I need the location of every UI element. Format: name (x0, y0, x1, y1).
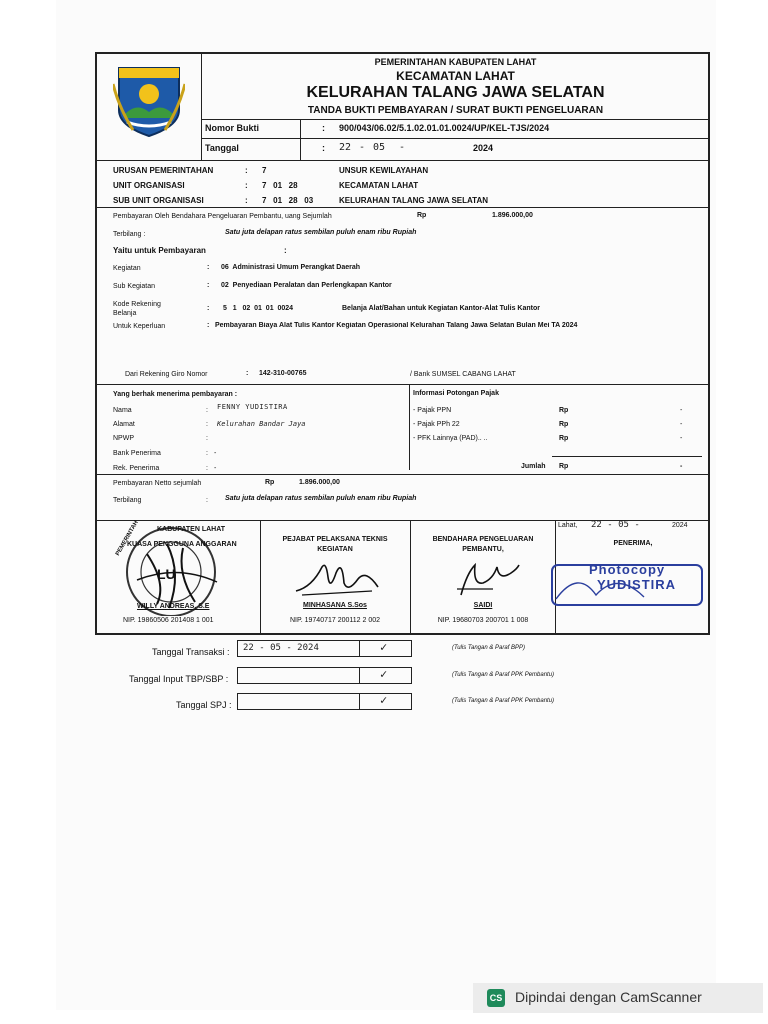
gov-line-2: KECAMATAN LAHAT (396, 69, 515, 83)
footer-mark-transaksi: ✓ (380, 640, 388, 654)
nomor-colon: : (322, 123, 325, 133)
camscanner-logo: CS (487, 989, 505, 1007)
tax-heading: Informasi Potongan Pajak (413, 390, 499, 397)
footer-mark-spj: ✓ (380, 693, 388, 707)
kegiatan-value: 06 Administrasi Umum Perangkat Daerah (221, 264, 361, 271)
footer-field-spj (237, 693, 360, 710)
alamat-colon: : (206, 421, 208, 428)
payment-amount: 1.896.000,00 (492, 212, 533, 219)
bendahara-signature (453, 559, 523, 599)
urusan-colon: : (245, 166, 248, 175)
kode-rekening-colon: : (207, 305, 210, 312)
tax-ppn-value: - (680, 407, 683, 414)
pptk-title: PEJABAT PELAKSANA TEKNIS KEGIATAN (282, 536, 388, 553)
bendahara-name: SAIDI (473, 602, 493, 609)
scanner-text: Dipindai dengan CamScanner (515, 989, 702, 1005)
kpa-title: KUASA PENGGUNA ANGGARAN (127, 541, 237, 548)
tax-ppn-label: - Pajak PPN (413, 407, 452, 414)
netto-terbilang-colon: : (206, 497, 208, 504)
sub-kegiatan-label: Sub Kegiatan (113, 283, 156, 290)
footer-label-input: Tanggal Input TBP/SBP : (129, 674, 229, 684)
netto-currency: Rp (265, 479, 275, 486)
bendahara-nip: NIP. 19680703 200701 1 008 (437, 617, 529, 624)
tax-pph-value: - (680, 421, 683, 428)
rek-penerima-value: - (214, 465, 217, 472)
unit-org-code: 7 01 28 (262, 181, 298, 190)
urusan-label: URUSAN PEMERINTAHAN (113, 166, 214, 175)
kpa-name: WILLY ANDREAS, S.E (137, 603, 210, 610)
npwp-label: NPWP (113, 435, 134, 442)
tax-pfk-label: - PFK Lainnya (PAD).. .. (413, 435, 488, 442)
tanggal-sep-1: - (359, 142, 366, 153)
seal-top-text: PEMERINTAH (115, 520, 140, 557)
payment-receipt-form (95, 52, 710, 635)
netto-label: Pembayaran Netto sejumlah (113, 480, 202, 487)
giro-number: 142-310-00765 (259, 370, 307, 377)
tax-ppn-currency: Rp (559, 407, 569, 414)
bendahara-title: BENDAHARA PENGELUARAN PEMBANTU, (432, 536, 534, 553)
footer-label-spj: Tanggal SPJ : (176, 700, 232, 710)
unit-org-name: KECAMATAN LAHAT (339, 181, 419, 190)
bank-penerima-colon: : (206, 450, 208, 457)
rek-penerima-colon: : (206, 465, 208, 472)
yaitu-label: Yaitu untuk Pembayaran (113, 246, 206, 255)
footer-note-transaksi: (Tulis Tangan & Paraf BPP) (452, 645, 526, 651)
giro-colon: : (246, 370, 249, 377)
bank-name: / Bank SUMSEL CABANG LAHAT (410, 371, 516, 378)
regency-logo (113, 64, 185, 138)
tax-pph-currency: Rp (559, 421, 569, 428)
pptk-signature (292, 557, 382, 599)
recipient-heading: Yang berhak menerima pembayaran : (113, 391, 238, 398)
sign-date-hand: 22 - 05 - (591, 520, 640, 530)
kpa-nip: NIP. 19860506 201408 1 001 (123, 617, 214, 624)
kegiatan-colon: : (207, 264, 210, 271)
sign-place: Lahat, (558, 522, 578, 529)
tax-total-currency: Rp (559, 463, 569, 470)
alamat-label: Alamat (113, 421, 135, 428)
npwp-colon: : (206, 435, 208, 442)
unit-org-label: UNIT ORGANISASI (113, 181, 185, 190)
stamp-text-2: YUDISTIRA (597, 577, 677, 592)
document-title: TANDA BUKTI PEMBAYARAN / SURAT BUKTI PENGELUARAN (307, 105, 604, 116)
keperluan-colon: : (207, 322, 210, 329)
tax-pph-label: - Pajak PPh 22 (413, 421, 460, 428)
terbilang-value: Satu juta delapan ratus sembilan puluh enam ribu Rupiah (225, 229, 417, 236)
sub-unit-colon: : (245, 196, 248, 205)
tanggal-label: Tanggal (205, 143, 239, 153)
penerima-title: PENERIMA, (613, 540, 653, 547)
nama-value: FENNY YUDISTIRA (217, 403, 288, 411)
nama-colon: : (206, 407, 208, 414)
sub-unit-label: SUB UNIT ORGANISASI (113, 196, 204, 205)
footer-field-input (237, 667, 360, 684)
nomor-value: 900/043/06.02/5.1.02.01.01.0024/UP/KEL-TJS/2024 (339, 123, 550, 133)
kode-rekening-code: 5 1 02 01 01 0024 (223, 305, 294, 312)
tax-pfk-currency: Rp (559, 435, 569, 442)
payment-intro: Pembayaran Oleh Bendahara Pengeluaran Pembantu, uang Sejumlah (113, 213, 332, 220)
urusan-name: UNSUR KEWILAYAHAN (339, 166, 429, 175)
stamp-text-1: Photocopy (589, 562, 666, 577)
tax-pfk-value: - (680, 435, 683, 442)
unit-org-colon: : (245, 181, 248, 190)
tanggal-colon: : (322, 143, 325, 153)
gov-line-1: PEMERINTAHAN KABUPATEN LAHAT (374, 57, 537, 67)
gov-line-3: KELURAHAN TALANG JAWA SELATAN (306, 84, 605, 101)
yaitu-colon: : (284, 246, 287, 255)
tax-total-label: Jumlah (521, 463, 546, 470)
pptk-name: MINHASANA S.Sos (303, 602, 367, 609)
terbilang-label: Terbilang : (113, 231, 146, 238)
tax-total-value: - (680, 463, 683, 470)
sign-year: 2024 (672, 522, 688, 529)
seal-arc-text: KABUPATEN LAHAT (157, 526, 226, 533)
netto-value: 1.896.000,00 (299, 479, 340, 486)
seal-center-text: LU (157, 566, 176, 582)
tanggal-sep-2: - (399, 142, 406, 153)
sub-unit-name: KELURAHAN TALANG JAWA SELATAN (339, 196, 489, 205)
alamat-value: Kelurahan Bandar Jaya (217, 420, 306, 428)
payment-currency: Rp (417, 212, 427, 219)
footer-label-transaksi: Tanggal Transaksi : (152, 647, 230, 657)
footer-mark-input: ✓ (380, 667, 388, 681)
netto-terbilang-value: Satu juta delapan ratus sembilan puluh enam ribu Rupiah (225, 495, 417, 502)
giro-label: Dari Rekening Giro Nomor (125, 371, 208, 378)
footer-note-spj: (Tulis Tangan & Paraf PPK Pembantu) (452, 698, 555, 704)
kode-rekening-value: Belanja Alat/Bahan untuk Kegiatan Kantor-Alat Tulis Kantor (342, 305, 540, 312)
bank-penerima-value: - (214, 450, 217, 457)
tanggal-month: 05 (373, 142, 386, 153)
footer-note-input: (Tulis Tangan & Paraf PPK Pembantu) (452, 672, 555, 678)
sub-kegiatan-colon: : (207, 282, 210, 289)
scanner-watermark (473, 983, 763, 1013)
kode-rekening-label: Kode Rekening Belanja (113, 301, 161, 317)
urusan-code: 7 (262, 166, 267, 175)
footer-value-transaksi: 22 - 05 - 2024 (243, 643, 319, 653)
pptk-nip: NIP. 19740717 200112 2 002 (289, 617, 381, 624)
keperluan-label: Untuk Keperluan (113, 323, 166, 330)
bank-penerima-label: Bank Penerima (113, 450, 161, 457)
nomor-label: Nomor Bukti (205, 123, 259, 133)
tanggal-year: 2024 (473, 143, 494, 153)
kegiatan-label: Kegiatan (113, 265, 141, 272)
sub-unit-code: 7 01 28 03 (262, 196, 314, 205)
netto-terbilang-label: Terbilang (113, 497, 142, 504)
sub-kegiatan-value: 02 Penyediaan Peralatan dan Perlengkapan Kantor (221, 282, 392, 289)
rek-penerima-label: Rek. Penerima (113, 465, 160, 472)
nama-label: Nama (113, 407, 132, 414)
tanggal-day: 22 (339, 142, 352, 153)
keperluan-value: Pembayaran Biaya Alat Tulis Kantor Kegiatan Operasional Kelurahan Talang Jawa Selatan Bulan Mei TA 2024 (215, 322, 578, 329)
